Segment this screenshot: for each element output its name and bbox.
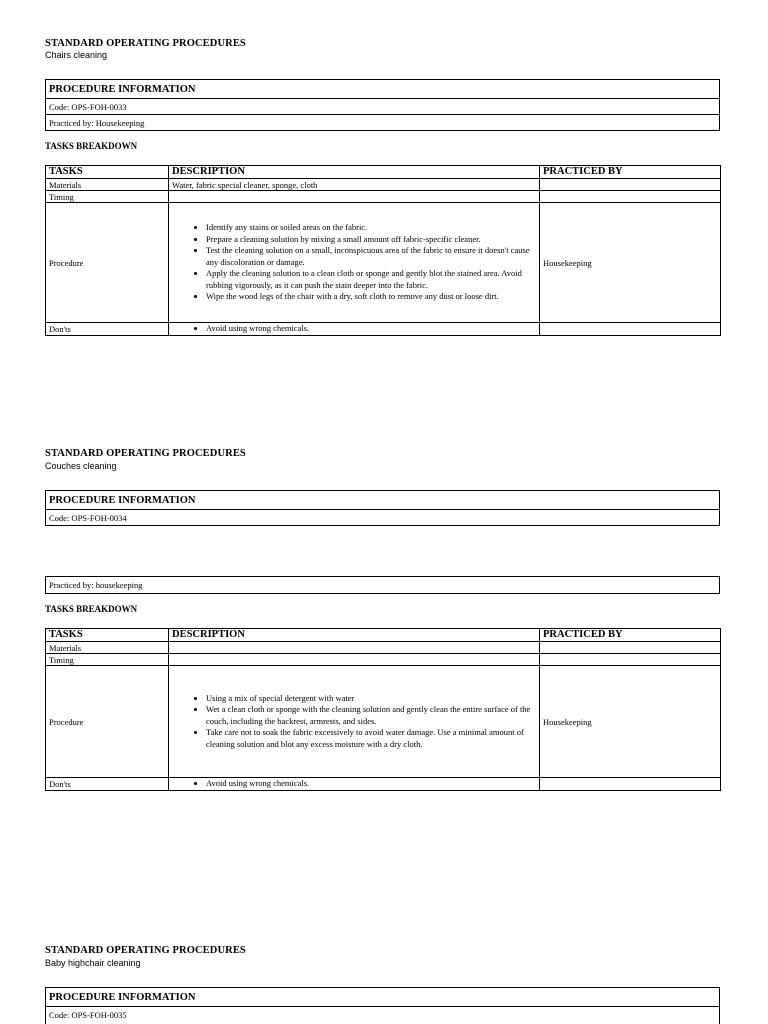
donts-list (172, 778, 536, 790)
description-cell (169, 323, 540, 336)
procedure-practiced-by: Practiced by: housekeeping (49, 580, 143, 590)
list-item: • Wet a clean cloth or sponge with the cleaning solution and gently clean the entire surface of the couch, including the backrest, armrests, and sides. (206, 704, 536, 727)
col-header-description: DESCRIPTION (169, 166, 540, 179)
sop-heading: STANDARD OPERATING PROCEDURES (45, 448, 246, 459)
description-cell: Water, fabric special cleaner, sponge, cloth (169, 179, 540, 191)
list-item: • Take care not to soak the fabric excessively to avoid water damage. Use a minimal amount of cleaning solution and blot any excess moisture with a dry cloth. (206, 727, 536, 750)
sop-heading: STANDARD OPERATING PROCEDURES (45, 38, 246, 49)
tasks-table (45, 628, 721, 791)
col-header-tasks: TASKS (46, 166, 169, 179)
task-cell: Materials (46, 179, 169, 191)
description-cell (169, 654, 540, 666)
list-item: • Test the cleaning solution on a small, inconspicuous area of the fabric to ensure it doesn't cause any discoloration or damage. (206, 245, 536, 268)
list-item: • Avoid using wrong chemicals. (206, 323, 536, 335)
procedure-information-box (45, 79, 720, 131)
practiced-by-cell (540, 654, 721, 666)
table-row-donts (46, 323, 721, 336)
list-item: • Using a mix of special detergent with water (206, 693, 536, 705)
tasks-breakdown-title: TASKS BREAKDOWN (45, 604, 138, 614)
sop-subtitle: Chairs cleaning (45, 50, 108, 60)
list-item: • Apply the cleaning solution to a clean cloth or sponge and gently blot the stained area. Avoid rubbing vigorously, as it can push the stain deeper into the fabric. (206, 268, 536, 291)
table-row-materials (46, 642, 721, 654)
practiced-by-cell: Housekeeping (540, 203, 721, 323)
table-row-materials (46, 179, 721, 191)
procedure-information-box (45, 987, 720, 1024)
sop-subtitle: Baby highchair cleaning (45, 958, 141, 968)
table-row-procedure (46, 203, 721, 323)
procedure-code: Code: OPS-FOH-0033 (46, 98, 719, 114)
description-cell (169, 666, 540, 778)
table-row-timing (46, 654, 721, 666)
col-header-description: DESCRIPTION (169, 629, 540, 642)
tasks-table (45, 165, 721, 336)
procedure-information-header: PROCEDURE INFORMATION (49, 991, 196, 1003)
description-cell (169, 642, 540, 654)
task-cell: Timing (46, 654, 169, 666)
list-item: • Wipe the wood legs of the chair with a dry, soft cloth to remove any dust or loose dirt. (206, 291, 536, 303)
task-cell: Don'ts (46, 323, 169, 336)
task-cell: Procedure (46, 203, 169, 323)
table-row-timing (46, 191, 721, 203)
description-cell (169, 203, 540, 323)
table-row-procedure (46, 666, 721, 778)
tasks-breakdown-title: TASKS BREAKDOWN (45, 141, 138, 151)
procedure-code: Code: OPS-FOH-0034 (46, 509, 719, 525)
description-cell (169, 191, 540, 203)
col-header-practiced-by: PRACTICED BY (540, 166, 721, 179)
table-row-donts (46, 778, 721, 791)
tasks-table-header-row (46, 629, 721, 642)
practiced-by-cell: Housekeeping (540, 666, 721, 778)
donts-list (172, 323, 536, 335)
task-cell: Procedure (46, 666, 169, 778)
practiced-by-cell (540, 323, 721, 336)
procedure-steps-list (172, 222, 536, 303)
task-cell: Materials (46, 642, 169, 654)
procedure-information-header: PROCEDURE INFORMATION (49, 494, 196, 506)
procedure-steps-list (172, 693, 536, 751)
practiced-by-cell (540, 642, 721, 654)
col-header-practiced-by: PRACTICED BY (540, 629, 721, 642)
sop-heading: STANDARD OPERATING PROCEDURES (45, 945, 246, 956)
list-item: • Prepare a cleaning solution by mixing a small amount off fabric-specific cleaner. (206, 234, 536, 246)
practiced-by-cell (540, 778, 721, 791)
procedure-information-header: PROCEDURE INFORMATION (49, 83, 196, 95)
col-header-tasks: TASKS (46, 629, 169, 642)
list-item: • Identify any stains or soiled areas on the fabric. (206, 222, 536, 234)
procedure-practiced-by: Practiced by: Housekeeping (46, 114, 719, 130)
procedure-information-box (45, 490, 720, 526)
task-cell: Don'ts (46, 778, 169, 791)
practiced-by-cell (540, 179, 721, 191)
procedure-information-box-continued (45, 576, 720, 594)
task-cell: Timing (46, 191, 169, 203)
list-item: • Avoid using wrong chemicals. (206, 778, 536, 790)
practiced-by-cell (540, 191, 721, 203)
description-cell (169, 778, 540, 791)
sop-subtitle: Couches cleaning (45, 461, 117, 471)
tasks-table-header-row (46, 166, 721, 179)
procedure-code: Code: OPS-FOH-0035 (46, 1006, 719, 1022)
